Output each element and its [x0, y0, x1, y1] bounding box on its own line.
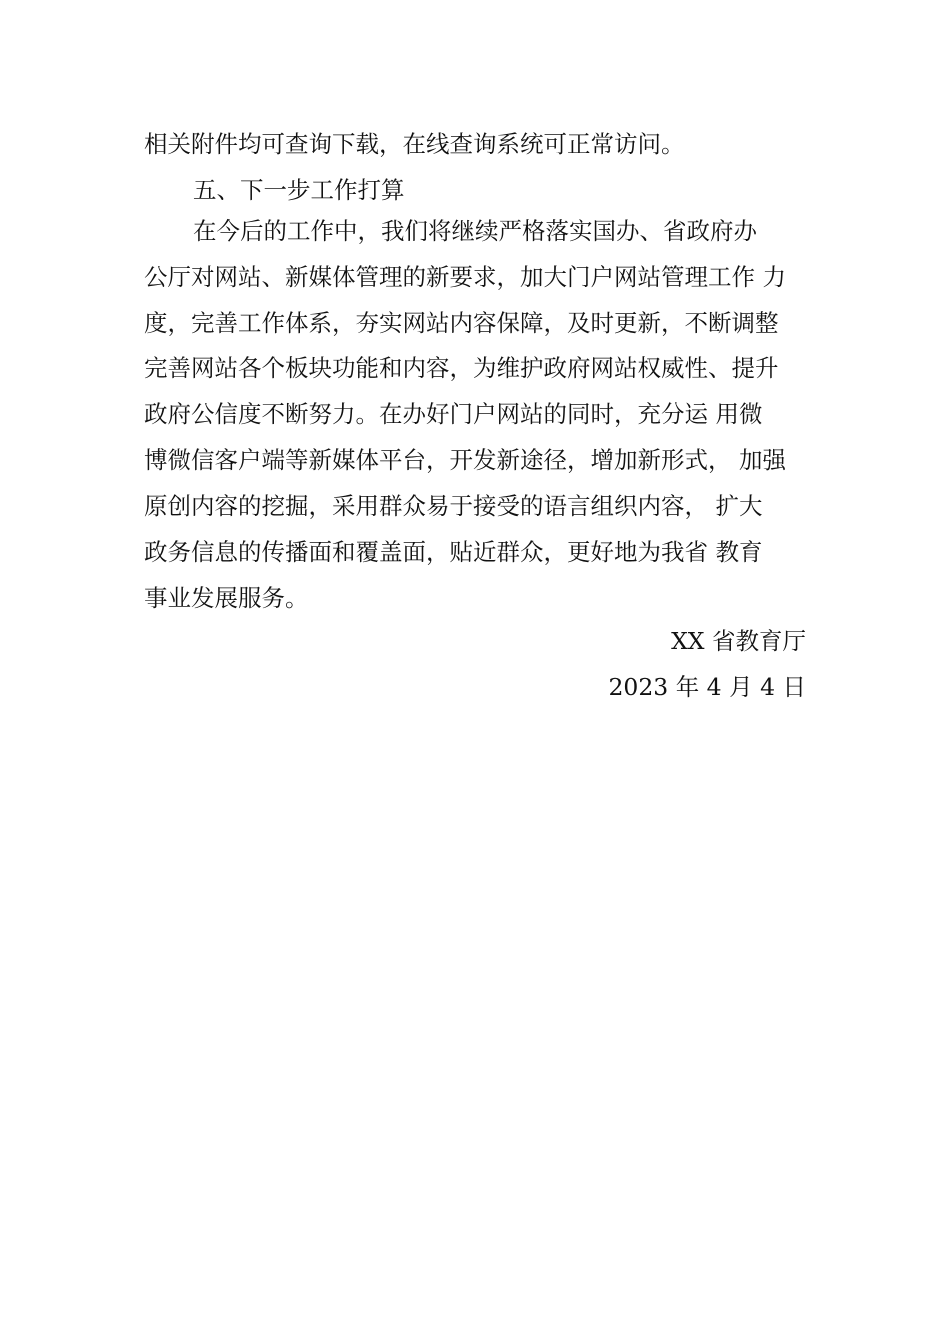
intro-line-1: 相关附件均可查询下载，在线查询系统可正常访问。	[144, 130, 685, 158]
paragraph-line: 原创内容的挖掘，采用群众易于接受的语言组织内容， 扩大	[144, 492, 763, 520]
paragraph-line: 完善网站各个板块功能和内容，为维护政府网站权威性、提升	[144, 354, 779, 382]
section-heading: 五、下一步工作打算	[193, 176, 405, 204]
paragraph-line: 事业发展服务。	[144, 584, 309, 612]
signature-org: XX 省教育厅	[671, 627, 806, 655]
paragraph-line: 度，完善工作体系，夯实网站内容保障，及时更新，不断调整	[144, 309, 779, 337]
paragraph-line: 政府公信度不断努力。在办好门户网站的同时，充分运 用微	[144, 400, 763, 428]
paragraph-line: 博微信客户端等新媒体平台，开发新途径，增加新形式， 加强	[144, 446, 786, 474]
paragraph-line: 公厅对网站、新媒体管理的新要求，加大门户网站管理工作 力	[144, 263, 786, 291]
signature-date: 2023 年 4 月 4 日	[608, 673, 806, 701]
paragraph-line: 在今后的工作中，我们将继续严格落实国办、省政府办	[193, 217, 757, 245]
paragraph-line: 政务信息的传播面和覆盖面，贴近群众，更好地为我省 教育	[144, 538, 763, 566]
